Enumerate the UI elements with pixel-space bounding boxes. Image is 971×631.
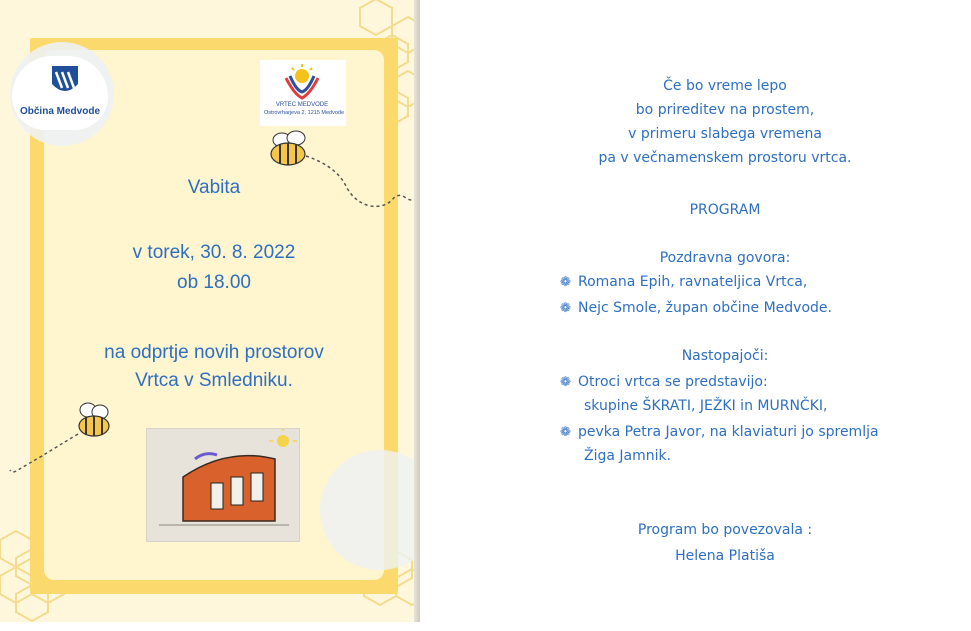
intro-line-1: Če bo vreme lepo [663,78,787,94]
greetings-title: Pozdravna govora: [659,250,791,266]
vrtec-address: Ostrovrharjeva 2, 1215 Medvode [263,110,345,116]
flower-bullet-icon: ❁ [560,425,571,440]
vrtec-sun-emblem-icon [272,64,332,108]
event-description-line1: na odprtje novih prostorov [104,342,324,363]
invitation-card [0,0,420,622]
greeting-item [560,270,807,295]
program-heading: PROGRAM [689,202,761,218]
intro-line-3: v primeru slabega vremena [628,126,822,142]
flower-bullet-icon: ❁ [560,275,571,290]
flower-bullet-icon: ❁ [560,375,571,390]
bee-icon [8,400,128,480]
vrtec-medvode-logo [260,60,346,126]
event-date: v torek, 30. 8. 2022 [132,242,296,263]
intro-line-4: pa v večnamenskem prostoru vrtca. [598,150,852,166]
greeting-text: Nejc Smole, župan občine Medvode. [578,300,832,316]
house-drawing [147,429,299,541]
host-title: Program bo povezovala : [637,522,813,538]
obcina-medvode-logo [12,56,108,130]
greeting-item [560,296,832,321]
performer-item [560,370,768,395]
performer-text: pevka Petra Javor, na klaviaturi jo spremlja [578,424,879,440]
event-description-line2: Vrtca v Smledniku. [135,370,293,391]
obcina-medvode-text: Občina Medvode [19,106,100,117]
performer-text-continued: skupine ŠKRATI, JEŽKI in MURNČKI, [584,398,828,414]
vrtec-logo-title: VRTEC MEDVODE [275,102,329,108]
performer-item [560,420,879,445]
medvode-emblem-icon [48,62,82,100]
intro-line-2: bo prireditev na prostem, [635,102,815,118]
greeting-text: Romana Epih, ravnateljica Vrtca, [578,274,808,290]
dotted-circle-decoration [300,430,420,590]
host-name: Helena Platiša [675,548,775,564]
performer-text-continued: Žiga Jamnik. [584,448,672,464]
performer-text: Otroci vrtca se predstavijo: [578,374,768,390]
child-drawing-image [146,428,300,542]
event-time: ob 18.00 [177,272,251,293]
performers-title: Nastopajoči: [681,348,769,364]
vabita-heading: Vabita [187,177,241,198]
card-edge-shadow [414,0,420,622]
flower-bullet-icon: ❁ [560,301,571,316]
